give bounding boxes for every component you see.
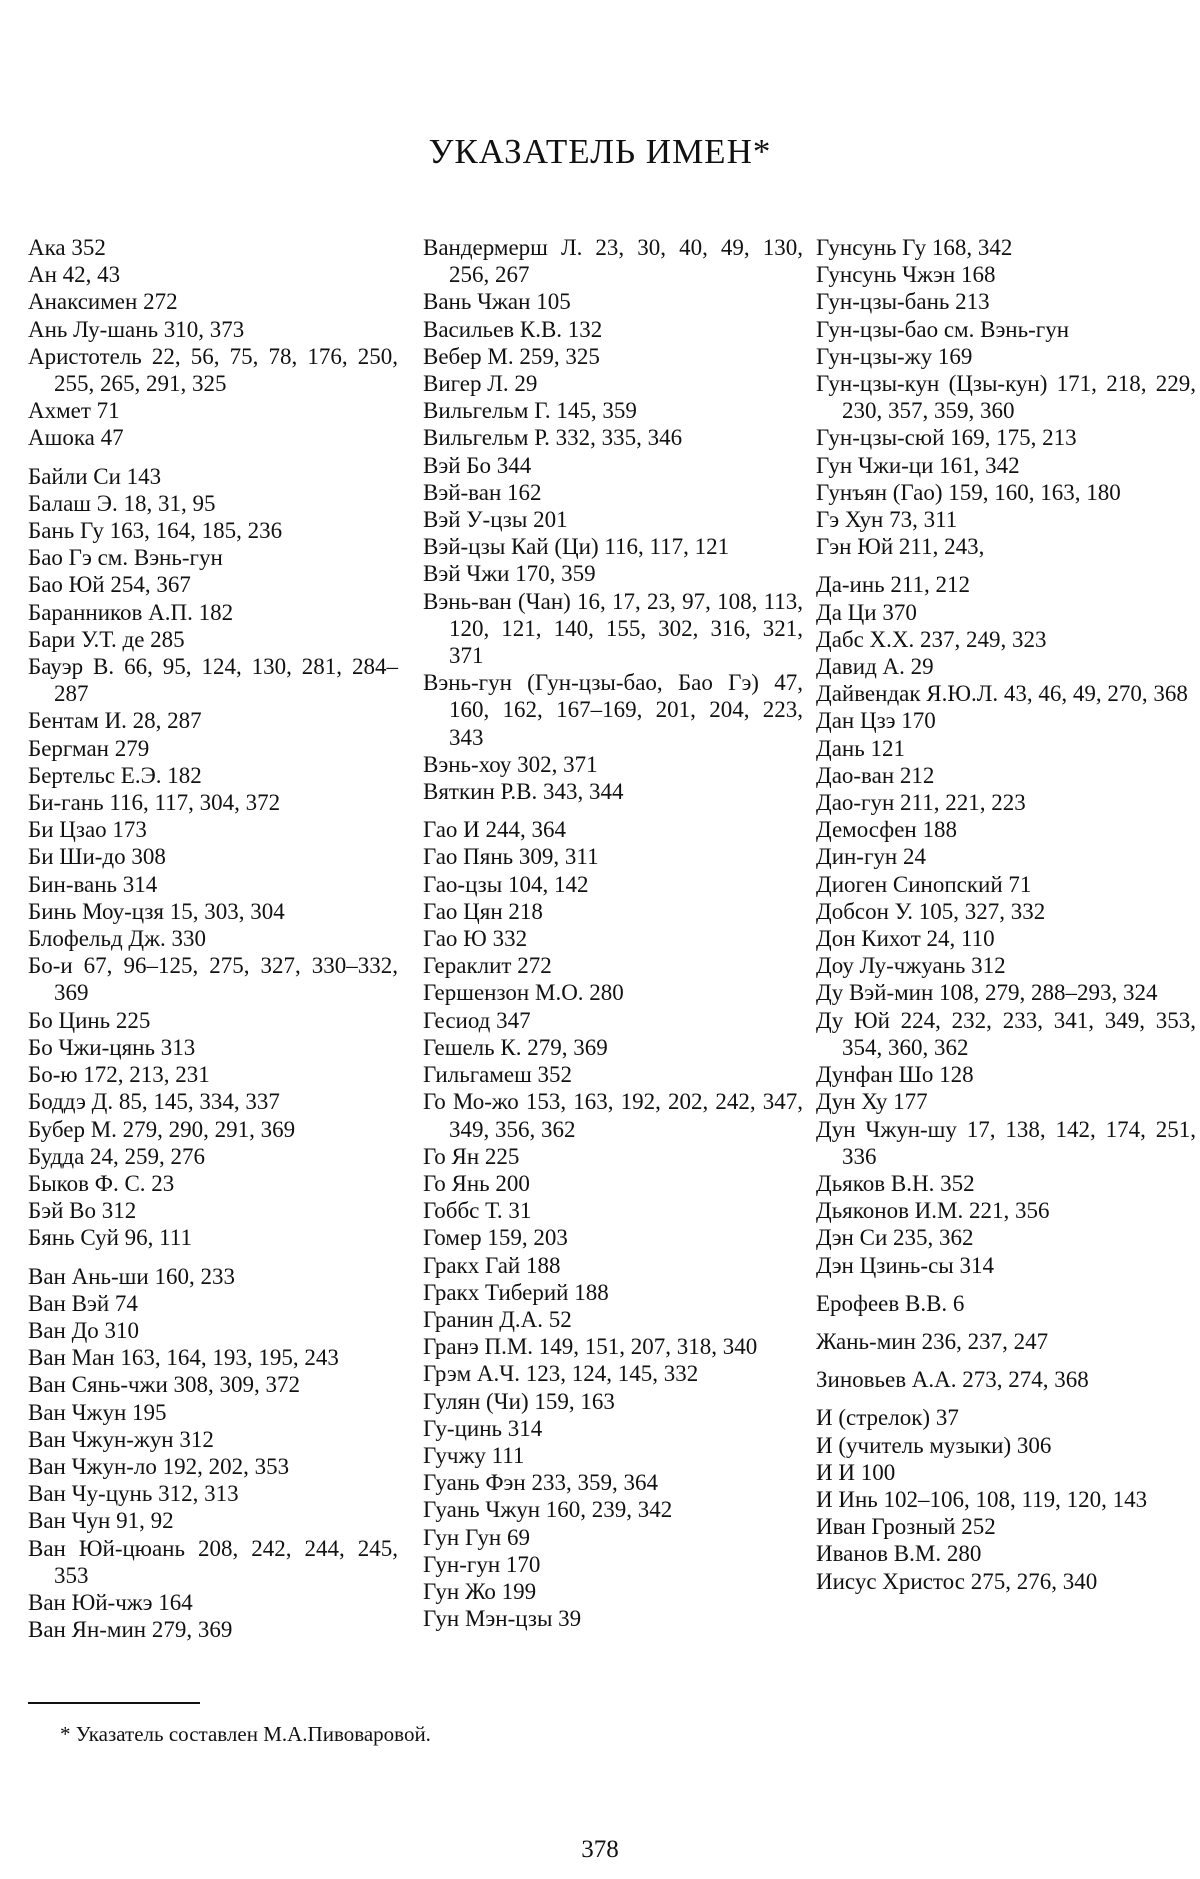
index-entry: Гунсунь Гу 168, 342 (816, 235, 1013, 260)
index-entry: Гэн Юй 211, 243, (816, 534, 985, 560)
index-entry: Би-гань 116, 117, 304, 372 (28, 790, 281, 816)
index-entry: Дэн Си 235, 362 (816, 1225, 974, 1251)
index-entry: Ван Чун 91, 92 (28, 1508, 174, 1534)
index-entry: И Инь 102–106, 108, 119, 120, 143 (816, 1486, 1148, 1512)
index-entry: Дайвендак Я.Ю.Л. 43, 46, 49, 270, 368 (816, 681, 1188, 707)
index-entry: Бертельс Е.Э. 182 (28, 762, 202, 788)
index-entry: Вэй Чжи 170, 359 (423, 561, 596, 587)
index-entry: Грэм А.Ч. 123, 124, 145, 332 (423, 1361, 699, 1387)
index-entry: Ан 42, 43 (28, 262, 121, 288)
index-entry: Ду Юй 224, 232, 233, 341, 349, 353, 354, 360, 362 (816, 1007, 1196, 1060)
index-entry: Гершензон М.О. 280 (423, 980, 624, 1006)
index-entry: Гунсунь Чжэн 168 (816, 262, 996, 288)
index-entry: Вигер Л. 29 (423, 371, 538, 397)
index-entry: Вэнь-гун (Гун-цзы-бао, Бао Гэ) 47, 160, 162, 167–169, 201, 204, 223, 343 (423, 670, 803, 750)
index-entry: Гэ Хун 73, 311 (816, 507, 958, 533)
index-entry: Бо-и 67, 96–125, 275, 327, 330–332, 369 (28, 953, 398, 1006)
index-entry: Гучжу 111 (423, 1442, 525, 1468)
index-entry: Гао И 244, 364 (423, 817, 567, 843)
index-entry: Ань Лу-шань 310, 373 (28, 316, 245, 342)
index-entry: Дин-гун 24 (816, 844, 926, 870)
index-entry: Гун Чжи-ци 161, 342 (816, 452, 1020, 478)
index-entry: Ван Чжун-ло 192, 202, 353 (28, 1453, 290, 1479)
index-entry: Иванов В.М. 280 (816, 1541, 982, 1567)
index-column-2 (423, 234, 803, 1632)
index-entry: Ван Сянь-чжи 308, 309, 372 (28, 1372, 301, 1398)
index-entry: Го Ян 225 (423, 1143, 520, 1169)
index-entry: Быков Ф. С. 23 (28, 1170, 175, 1196)
index-column-1 (28, 234, 398, 1643)
index-entry: Вэнь-ван (Чан) 16, 17, 23, 97, 108, 113, 120, 121, 140, 155, 302, 316, 321, 371 (423, 588, 803, 669)
index-entry: Гао Ю 332 (423, 926, 528, 952)
index-entry: Дабс Х.Х. 237, 249, 323 (816, 626, 1047, 652)
index-entry: Гранэ П.М. 149, 151, 207, 318, 340 (423, 1334, 758, 1360)
index-entry: Дон Кихот 24, 110 (816, 926, 995, 952)
index-entry: Добсон У. 105, 327, 332 (816, 898, 1046, 924)
index-entry: Вебер М. 259, 325 (423, 343, 600, 369)
index-column-3 (816, 234, 1196, 1595)
index-entry: Го Янь 200 (423, 1170, 530, 1196)
index-entry: И И 100 (816, 1459, 896, 1485)
index-entry: Аристотель 22, 56, 75, 78, 176, 250, 255, 265, 291, 325 (28, 343, 398, 397)
index-entry: Би Цзао 173 (28, 817, 147, 843)
index-entry: Ахмет 71 (28, 398, 120, 424)
index-entry: Вяткин Р.В. 343, 344 (423, 779, 624, 805)
index-entry: Гераклит 272 (423, 953, 552, 979)
index-entry: Васильев К.В. 132 (423, 316, 603, 342)
index-entry: Бари У.Т. де 285 (28, 626, 185, 652)
index-entry: Го Мо-жо 153, 163, 192, 202, 242, 347, 349, 356, 362 (423, 1089, 803, 1142)
index-entry: Гуань Фэн 233, 359, 364 (423, 1470, 658, 1496)
index-entry: Бо Чжи-цянь 313 (28, 1034, 196, 1060)
index-entry: Ван Ян-мин 279, 369 (28, 1617, 233, 1643)
index-entry: Гешель К. 279, 369 (423, 1034, 608, 1060)
index-entry: Зиновьев А.А. 273, 274, 368 (816, 1367, 1089, 1393)
footnote: * Указатель составлен М.А.Пивоваровой. (60, 1722, 431, 1746)
index-entry: Гун-цзы-сюй 169, 175, 213 (816, 425, 1077, 451)
index-entry: Ван Чу-цунь 312, 313 (28, 1481, 239, 1507)
page-number: 378 (581, 1836, 619, 1863)
index-entry: Гун-цзы-кун (Цзы-кун) 171, 218, 229, 230, 357, 359, 360 (816, 371, 1196, 424)
index-entry: Бао Юй 254, 367 (28, 572, 191, 598)
index-entry: Вэй Бо 344 (423, 452, 532, 478)
index-entry: Бо-ю 172, 213, 231 (28, 1062, 210, 1088)
index-entry: Ашока 47 (28, 425, 124, 451)
index-entry: Ван Вэй 74 (28, 1290, 138, 1316)
index-entry: Баранников А.П. 182 (28, 599, 234, 625)
index-entry: Гоббс Т. 31 (423, 1198, 532, 1224)
index-entry: Иван Грозный 252 (816, 1514, 996, 1540)
index-entry: Вандермерш Л. 23, 30, 40, 49, 130, 256, 267 (423, 235, 803, 288)
index-entry: Вэй У-цзы 201 (423, 507, 568, 533)
footnote-rule (28, 1702, 200, 1704)
index-entry: Вильгельм Г. 145, 359 (423, 398, 637, 424)
index-entry: Будда 24, 259, 276 (28, 1143, 206, 1169)
index-entry: Давид А. 29 (816, 654, 934, 680)
index-entry: Бин-вань 314 (28, 871, 158, 897)
index-entry: Бинь Моу-цзя 15, 303, 304 (28, 898, 285, 924)
index-entry: Вань Чжан 105 (423, 289, 571, 315)
index-entry: Дун Чжун-шу 17, 138, 142, 174, 251, 336 (816, 1116, 1196, 1169)
index-entry: Гу-цинь 314 (423, 1415, 543, 1441)
index-entry: Дьяконов И.М. 221, 356 (816, 1198, 1050, 1224)
index-entry: Дэн Цзинь-сы 314 (816, 1252, 994, 1278)
index-entry: Гранин Д.А. 52 (423, 1306, 572, 1332)
index-entry: Ван Юй-чжэ 164 (28, 1589, 193, 1615)
index-entry: Блофельд Дж. 330 (28, 926, 206, 952)
index-entry: Гун-цзы-бань 213 (816, 289, 990, 315)
index-entry: Дунфан Шо 128 (816, 1062, 974, 1088)
index-entry: Гао Цян 218 (423, 898, 543, 924)
index-entry: Иисус Христос 275, 276, 340 (816, 1568, 1098, 1594)
index-entry: Жань-мин 236, 237, 247 (816, 1328, 1049, 1354)
index-entry: Бентам И. 28, 287 (28, 708, 202, 734)
index-entry: Бэй Во 312 (28, 1198, 137, 1224)
index-entry: Гракх Гай 188 (423, 1252, 561, 1278)
index-entry: Балаш Э. 18, 31, 95 (28, 490, 216, 516)
index-entry: И (стрелок) 37 (816, 1405, 959, 1431)
index-entry: Вэй-ван 162 (423, 479, 542, 505)
index-entry: Ду Вэй-мин 108, 279, 288–293, 324 (816, 980, 1158, 1006)
index-entry: Вильгельм Р. 332, 335, 346 (423, 425, 683, 451)
index-entry: Гао Пянь 309, 311 (423, 844, 599, 870)
index-entry: Дань 121 (816, 735, 905, 761)
index-entry: Гуань Чжун 160, 239, 342 (423, 1497, 673, 1523)
index-entry: Гун Гун 69 (423, 1524, 530, 1550)
index-entry: Ван Чжун-жун 312 (28, 1426, 214, 1452)
index-entry: Гун-гун 170 (423, 1551, 541, 1577)
index-entry: Гулян (Чи) 159, 163 (423, 1388, 615, 1414)
index-entry: Вэнь-хоу 302, 371 (423, 751, 598, 777)
index-entry: Гун Мэн-цзы 39 (423, 1606, 582, 1632)
index-entry: Гун Жо 199 (423, 1578, 537, 1604)
index-entry: Гомер 159, 203 (423, 1225, 568, 1251)
index-entry: Бао Гэ см. Вэнь-гун (28, 545, 223, 571)
index-entry: Гунъян (Гао) 159, 160, 163, 180 (816, 479, 1121, 505)
index-entry: Байли Си 143 (28, 463, 162, 489)
index-entry: Дан Цзэ 170 (816, 708, 936, 734)
index-entry: Демосфен 188 (816, 817, 957, 843)
index-entry: Вэй-цзы Кай (Ци) 116, 117, 121 (423, 534, 730, 560)
index-entry: Да Ци 370 (816, 599, 917, 625)
index-entry: Ван Ань-ши 160, 233 (28, 1263, 235, 1289)
index-entry: Бянь Суй 96, 111 (28, 1225, 192, 1251)
index-entry: Боддэ Д. 85, 145, 334, 337 (28, 1089, 280, 1115)
index-entry: Ван Юй-цюань 208, 242, 244, 245, 353 (28, 1535, 398, 1588)
index-entry: И (учитель музыки) 306 (816, 1432, 1052, 1458)
index-entry: Да-инь 211, 212 (816, 572, 971, 598)
index-entry: Диоген Синопский 71 (816, 871, 1032, 897)
index-entry: Гун-цзы-бао см. Вэнь-гун (816, 316, 1070, 342)
index-entry: Ван Ман 163, 164, 193, 195, 243 (28, 1345, 339, 1371)
index-entry: Дао-ван 212 (816, 762, 935, 788)
index-entry: Би Ши-до 308 (28, 844, 166, 870)
index-entry: Доу Лу-чжуань 312 (816, 953, 1006, 979)
index-entry: Гао-цзы 104, 142 (423, 871, 589, 897)
index-entry: Ван До 310 (28, 1317, 140, 1343)
index-entry: Анаксимен 272 (28, 289, 178, 315)
index-entry: Ван Чжун 195 (28, 1399, 167, 1425)
index-entry: Бауэр В. 66, 95, 124, 130, 281, 284–287 (28, 654, 398, 707)
index-entry: Гун-цзы-жу 169 (816, 343, 973, 369)
page-title: УКАЗАТЕЛЬ ИМЕН* (428, 132, 772, 171)
index-entry: Бубер М. 279, 290, 291, 369 (28, 1116, 296, 1142)
index-entry: Дьяков В.Н. 352 (816, 1170, 975, 1196)
index-entry: Дао-гун 211, 221, 223 (816, 790, 1026, 816)
index-entry: Бергман 279 (28, 735, 150, 761)
index-entry: Дун Ху 177 (816, 1089, 928, 1115)
index-entry: Гракх Тиберий 188 (423, 1279, 609, 1305)
index-entry: Бань Гу 163, 164, 185, 236 (28, 518, 283, 544)
index-entry: Ака 352 (28, 235, 106, 260)
index-entry: Бо Цинь 225 (28, 1007, 151, 1033)
index-entry: Гесиод 347 (423, 1007, 531, 1033)
index-entry: Гильгамеш 352 (423, 1062, 573, 1088)
index-entry: Ерофеев В.В. 6 (816, 1290, 965, 1316)
